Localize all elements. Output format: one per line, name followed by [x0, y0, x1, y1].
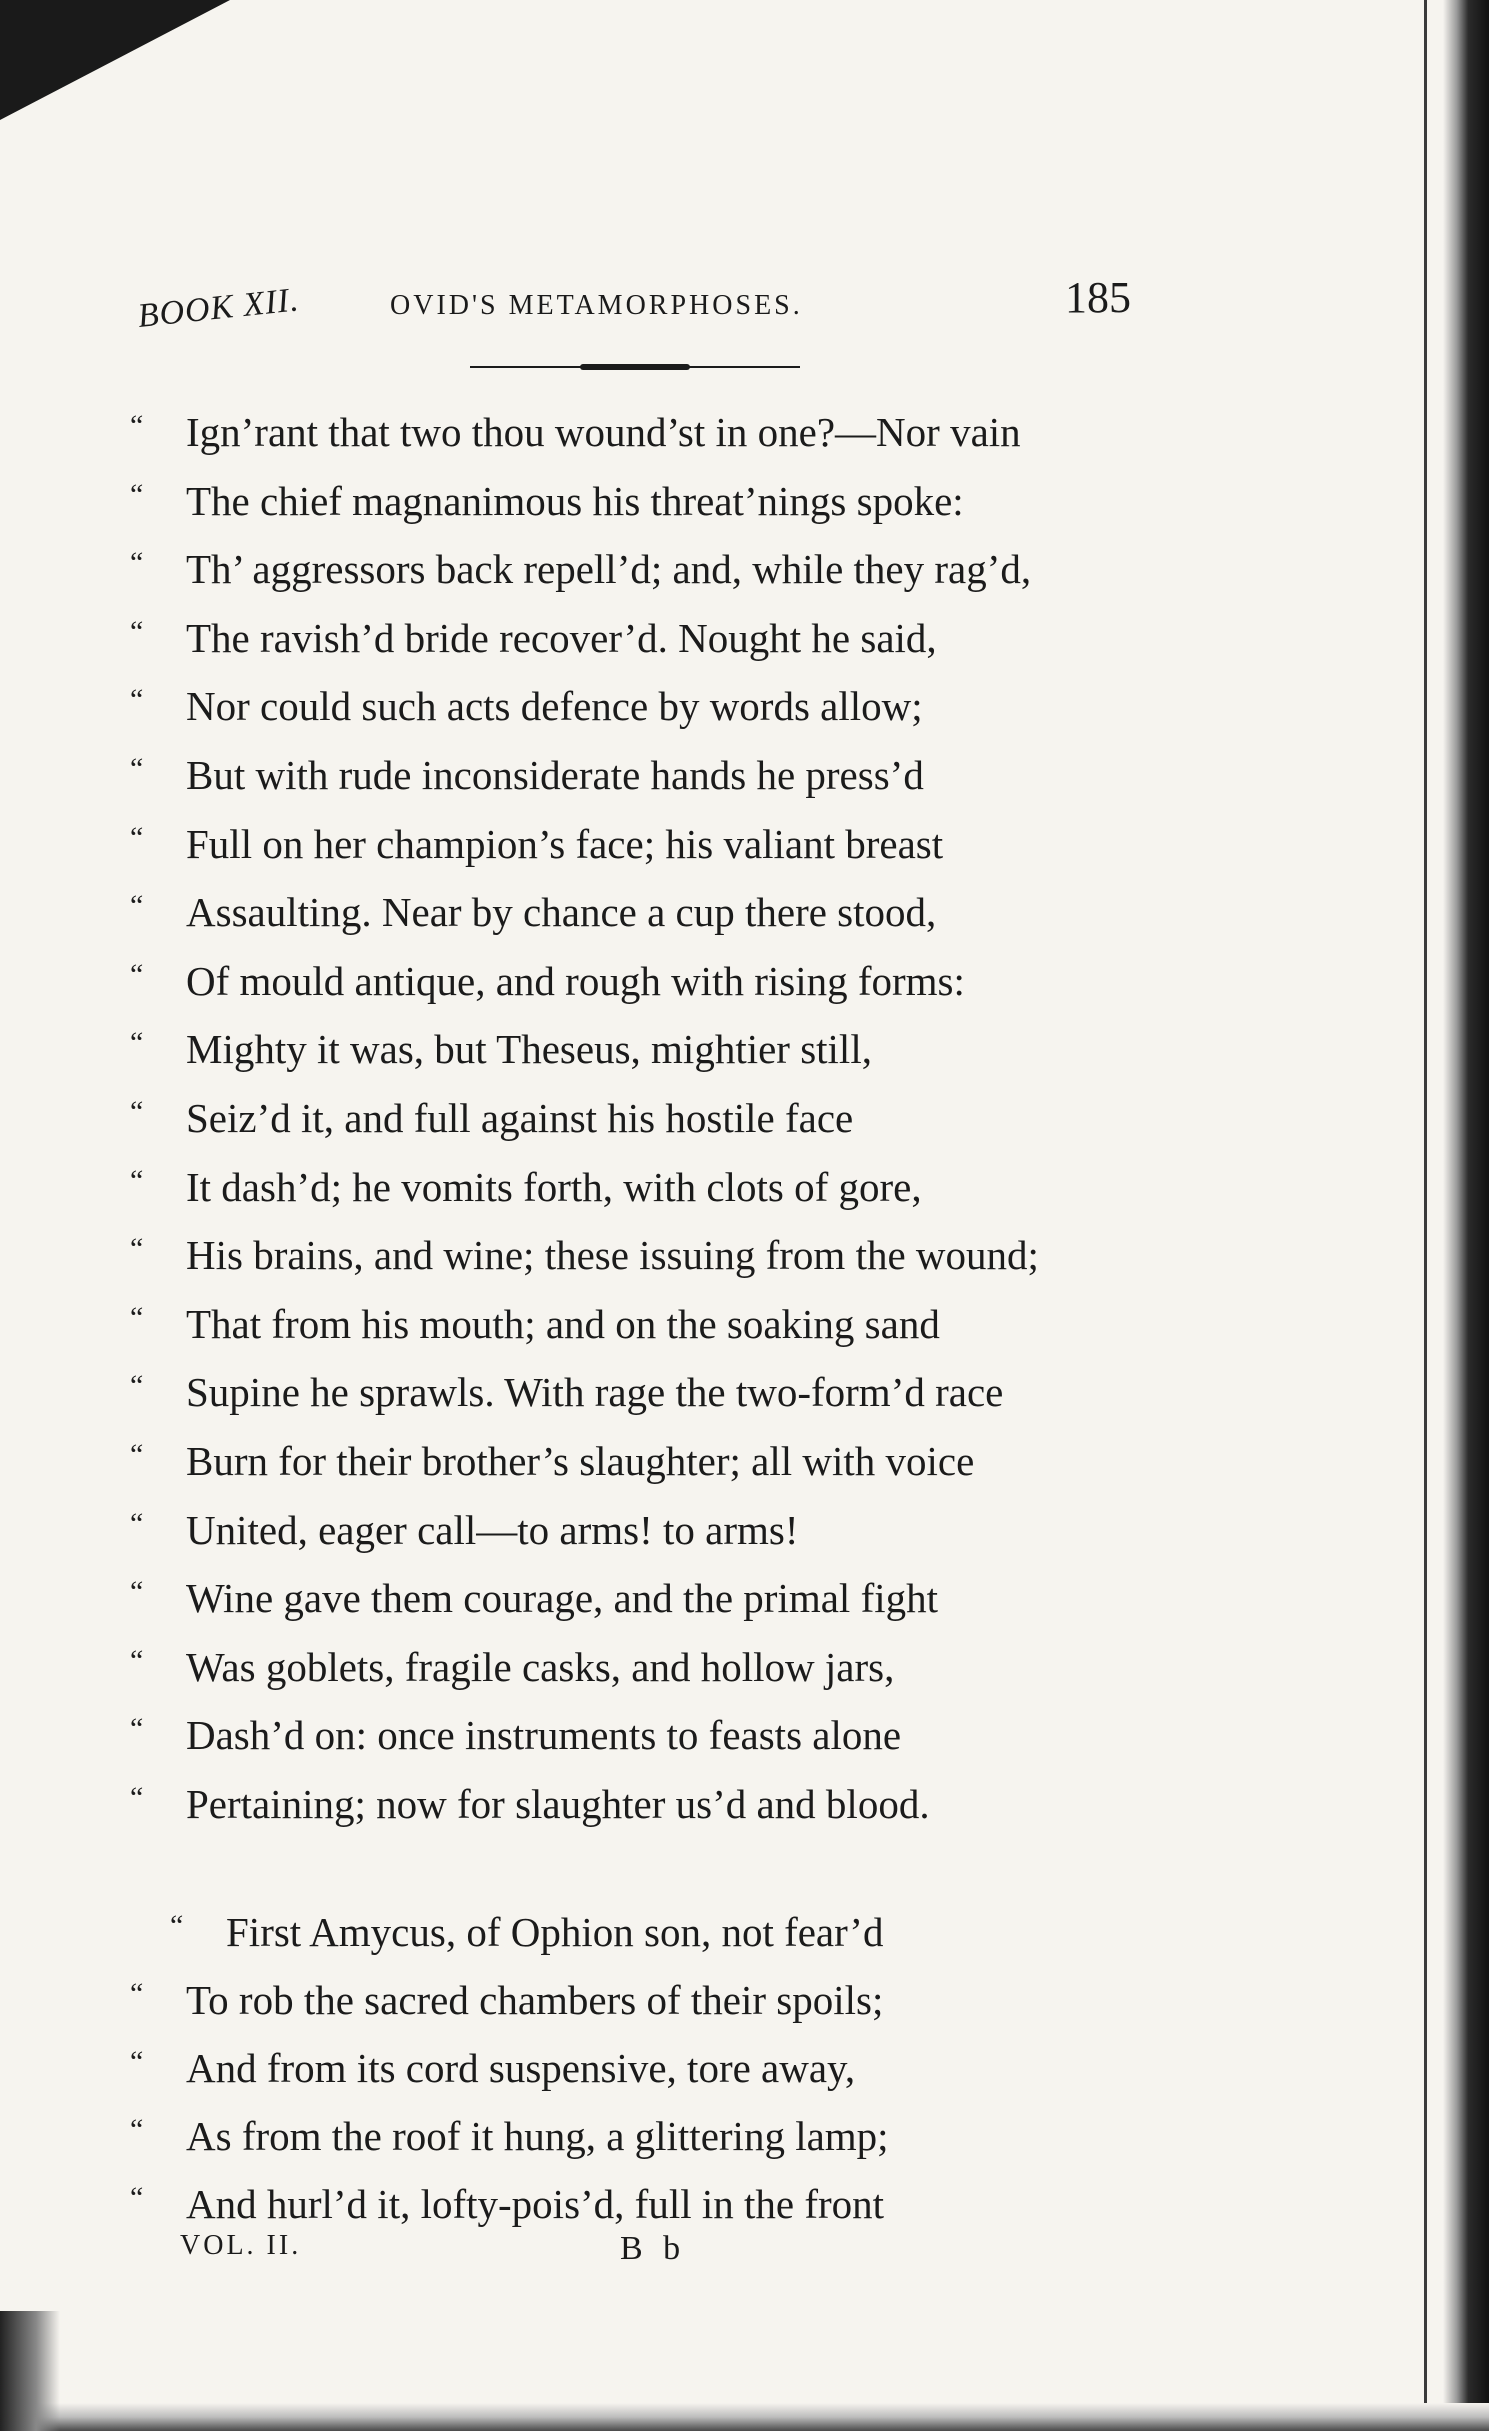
quote-mark: “: [130, 1094, 144, 1128]
verse-text: As from the roof it hung, a glittering lamp;: [186, 2113, 889, 2159]
verse-text: It dash’d; he vomits forth, with clots of gore,: [186, 1163, 922, 1210]
verse-text: Mighty it was, but Theseus, mightier still,: [186, 1026, 872, 1073]
page-footer: [180, 2230, 780, 2280]
verse-line: [130, 741, 1250, 810]
verse-text: The chief magnanimous his threat’nings spoke:: [186, 477, 964, 524]
quote-mark: “: [130, 1977, 144, 2010]
volume-label: VOL. II.: [180, 2230, 302, 2261]
verse-line: [130, 604, 1250, 673]
verse-line: [130, 1770, 1250, 1839]
quote-mark: “: [130, 1437, 144, 1471]
verse-line: [130, 947, 1250, 1016]
quote-mark: “: [130, 683, 144, 717]
stanza-1: [130, 398, 1250, 1838]
quote-mark: “: [130, 409, 144, 442]
verse-line: [130, 535, 1250, 604]
verse-text: Ign’rant that two thou wound’st in one?—Nor vain: [186, 409, 1021, 455]
verse-line: [130, 1221, 1250, 1290]
verse-line: [130, 1966, 1250, 2034]
verse-text: To rob the sacred chambers of their spoils;: [186, 1977, 884, 2023]
quote-mark: “: [130, 957, 144, 991]
scan-bottom-edge: [0, 2403, 1489, 2431]
verse-text: Th’ aggressors back repell’d; and, while they rag’d,: [186, 546, 1032, 593]
verse-text: United, eager call—to arms! to arms!: [186, 1506, 799, 1553]
verse-text: But with rude inconsiderate hands he press’d: [186, 751, 924, 798]
verse-text: Seiz’d it, and full against his hostile face: [186, 1094, 854, 1141]
verse-line: [130, 810, 1250, 879]
verse-text: The ravish’d bride recover’d. Nought he said,: [186, 614, 937, 661]
verse-line: [130, 2102, 1250, 2170]
verse-text: Dash’d on: once instruments to feasts alone: [186, 1712, 902, 1759]
verse-line: [130, 1701, 1250, 1770]
verse-line: [130, 1633, 1250, 1702]
quote-mark: “: [130, 2113, 144, 2146]
verse-line: [130, 1564, 1250, 1633]
quote-mark: “: [130, 1163, 144, 1197]
quote-mark: “: [130, 1300, 144, 1334]
verse-line: [130, 1153, 1250, 1222]
running-head: [136, 268, 1140, 336]
stanza-2: [130, 1898, 1250, 2238]
signature-mark: B b: [620, 2230, 687, 2267]
verse-line: [130, 1084, 1250, 1153]
quote-mark: “: [130, 546, 144, 580]
verse-line: [130, 672, 1250, 741]
verse-line: [130, 1427, 1250, 1496]
header-rule: [470, 364, 800, 370]
scan-bottom-left-shadow: [0, 2311, 60, 2431]
verse-text: Full on her champion’s face; his valiant breast: [186, 820, 944, 867]
quote-mark: “: [130, 1026, 144, 1060]
quote-mark: “: [130, 889, 144, 923]
verse-text: Of mould antique, and rough with rising forms:: [186, 957, 965, 1004]
verse-line: [130, 398, 1250, 467]
quote-mark: “: [130, 614, 144, 648]
verse-text: Supine he sprawls. With rage the two-form’d race: [186, 1369, 1004, 1416]
quote-mark: “: [130, 1232, 144, 1266]
scan-edge-line: [1424, 0, 1427, 2431]
quote-mark: “: [130, 477, 144, 511]
verse-text: First Amycus, of Ophion son, not fear’d: [226, 1909, 884, 1955]
quote-mark: “: [130, 751, 144, 785]
verse-line: [130, 467, 1250, 536]
verse-text: Wine gave them courage, and the primal fight: [186, 1575, 939, 1622]
verse-line: [130, 1358, 1250, 1427]
quote-mark: “: [130, 1506, 144, 1540]
verse-line: [130, 2034, 1250, 2102]
verse-line: [130, 2170, 1250, 2238]
verse-line: [130, 1015, 1250, 1084]
verse-text: And from its cord suspensive, tore away,: [186, 2045, 856, 2091]
verse-text: That from his mouth; and on the soaking sand: [186, 1300, 940, 1347]
verse-line: [130, 1898, 1250, 1966]
quote-mark: “: [130, 1643, 144, 1677]
verse-text: Assaulting. Near by chance a cup there stood,: [186, 889, 937, 936]
quote-mark: “: [170, 1909, 184, 1942]
quote-mark: “: [130, 2181, 144, 2214]
scan-right-edge: [1443, 0, 1489, 2431]
verse-text: Pertaining; now for slaughter us’d and blood.: [186, 1780, 930, 1827]
verse-line: [130, 1290, 1250, 1359]
quote-mark: “: [130, 2045, 144, 2078]
running-title: OVID'S METAMORPHOSES.: [390, 290, 803, 321]
verse-text: Was goblets, fragile casks, and hollow jars,: [186, 1643, 895, 1690]
scan-corner-shadow: [0, 0, 230, 120]
verse-text: Nor could such acts defence by words allow;: [186, 683, 923, 730]
verse-text: Burn for their brother’s slaughter; all with voice: [186, 1437, 975, 1484]
verse-text: And hurl’d it, lofty-pois’d, full in the front: [186, 2181, 885, 2227]
verse-text: His brains, and wine; these issuing from the wound;: [186, 1232, 1039, 1279]
quote-mark: “: [130, 1575, 144, 1609]
quote-mark: “: [130, 1712, 144, 1746]
quote-mark: “: [130, 1369, 144, 1403]
header-rule-ornament: [580, 364, 690, 370]
book-label: BOOK XII.: [136, 281, 301, 336]
verse-line: [130, 878, 1250, 947]
page-number: 185: [1065, 273, 1131, 322]
quote-mark: “: [130, 820, 144, 854]
quote-mark: “: [130, 1780, 144, 1814]
verse-line: [130, 1496, 1250, 1565]
